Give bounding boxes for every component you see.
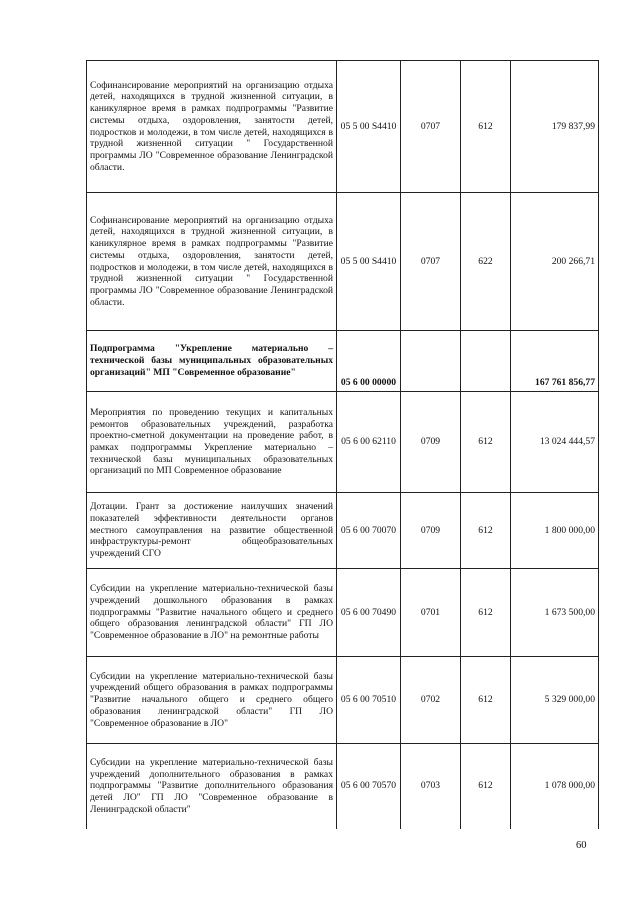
row-target-code: 05 5 00 S4410 xyxy=(337,193,401,331)
row-amount: 5 329 000,00 xyxy=(511,657,599,744)
row-expense-type: 612 xyxy=(461,392,511,493)
row-amount: 179 837,99 xyxy=(511,61,599,193)
row-expense-type: 612 xyxy=(461,657,511,744)
row-expense-type: 622 xyxy=(461,193,511,331)
row-section-code: 0703 xyxy=(401,744,461,829)
row-name: Мероприятия по проведению текущих и капитальных ремонтов образовательных учреждений, разработка проектно-сметной документации на проведение работ, в рамках подпрограммы Укрепление материально – технической базы муниципальных образовательных организаций по МП Современное образование xyxy=(87,392,337,493)
row-amount: 167 761 856,77 xyxy=(511,331,599,392)
budget-table-body xyxy=(87,61,599,829)
row-target-code: 05 6 00 00000 xyxy=(337,331,401,392)
row-expense-type: 612 xyxy=(461,744,511,829)
table-row xyxy=(87,493,599,569)
row-name: Подпрограмма "Укрепление материально – технической базы муниципальных образовательных организаций" МП "Современное образование" xyxy=(87,331,337,392)
table-row xyxy=(87,569,599,657)
row-section-code: 0707 xyxy=(401,193,461,331)
row-expense-type xyxy=(461,331,511,392)
row-section-code: 0702 xyxy=(401,657,461,744)
row-amount: 1 800 000,00 xyxy=(511,493,599,569)
row-expense-type: 612 xyxy=(461,569,511,657)
table-row xyxy=(87,744,599,829)
row-section-code: 0709 xyxy=(401,392,461,493)
row-amount: 200 266,71 xyxy=(511,193,599,331)
row-amount: 1 673 500,00 xyxy=(511,569,599,657)
table-row xyxy=(87,61,599,193)
table-row xyxy=(87,392,599,493)
row-expense-type: 612 xyxy=(461,493,511,569)
row-section-code: 0701 xyxy=(401,569,461,657)
row-target-code: 05 6 00 70490 xyxy=(337,569,401,657)
budget-table xyxy=(86,60,599,829)
row-name: Субсидии на укрепление материально-технической базы учреждений дополнительного образования в рамках подпрограммы "Развитие дополнительного образования детей ЛО" ГП ЛО "Современное образование в Ленинградской области" xyxy=(87,744,337,829)
row-target-code: 05 6 00 70570 xyxy=(337,744,401,829)
row-expense-type: 612 xyxy=(461,61,511,193)
row-section-code: 0707 xyxy=(401,61,461,193)
row-name: Дотации. Грант за достижение наилучших значений показателей эффективности деятельности органов местного самоуправления на развитие общественной инфраструктуры-ремонт общеобразовательных учреждений СГО xyxy=(87,493,337,569)
row-name: Софинансирование мероприятий на организацию отдыха детей, находящихся в трудной жизненной ситуации, в каникулярное время в рамках подпрограммы "Развитие системы отдыха, оздоровления, занятости детей, подростков и молодежи, в том числе детей, находящихся в трудной жизненной ситуации " Государственной программы ЛО "Современное образование Ленинградской области. xyxy=(87,193,337,331)
page-number: 60 xyxy=(576,840,587,851)
row-amount: 13 024 444,57 xyxy=(511,392,599,493)
row-target-code: 05 6 00 70510 xyxy=(337,657,401,744)
row-name: Субсидии на укрепление материально-технической базы учреждений дошкольного образования в рамках подпрограммы "Развитие начального общего и среднего общего образования ленинградской области" ГП ЛО "Современное образование в ЛО" на ремонтные работы xyxy=(87,569,337,657)
row-target-code: 05 5 00 S4410 xyxy=(337,61,401,193)
row-section-code: 0709 xyxy=(401,493,461,569)
row-name: Субсидии на укрепление материально-технической базы учреждений общего образования в рамках подпрограммы "Развитие начального общего и среднего общего образования ленинградской области" ГП ЛО "Современное образование в ЛО" xyxy=(87,657,337,744)
row-target-code: 05 6 00 62110 xyxy=(337,392,401,493)
table-row-subprogram xyxy=(87,331,599,392)
row-target-code: 05 6 00 70070 xyxy=(337,493,401,569)
table-row xyxy=(87,193,599,331)
row-name: Софинансирование мероприятий на организацию отдыха детей, находящихся в трудной жизненной ситуации, в каникулярное время в рамках подпрограммы "Развитие системы отдыха, оздоровления, занятости детей, подростков и молодежи, в том числе детей, находящихся в трудной жизненной ситуации " Государственной программы ЛО "Современное образование Ленинградской области. xyxy=(87,61,337,193)
row-section-code xyxy=(401,331,461,392)
row-amount: 1 078 000,00 xyxy=(511,744,599,829)
table-row xyxy=(87,657,599,744)
